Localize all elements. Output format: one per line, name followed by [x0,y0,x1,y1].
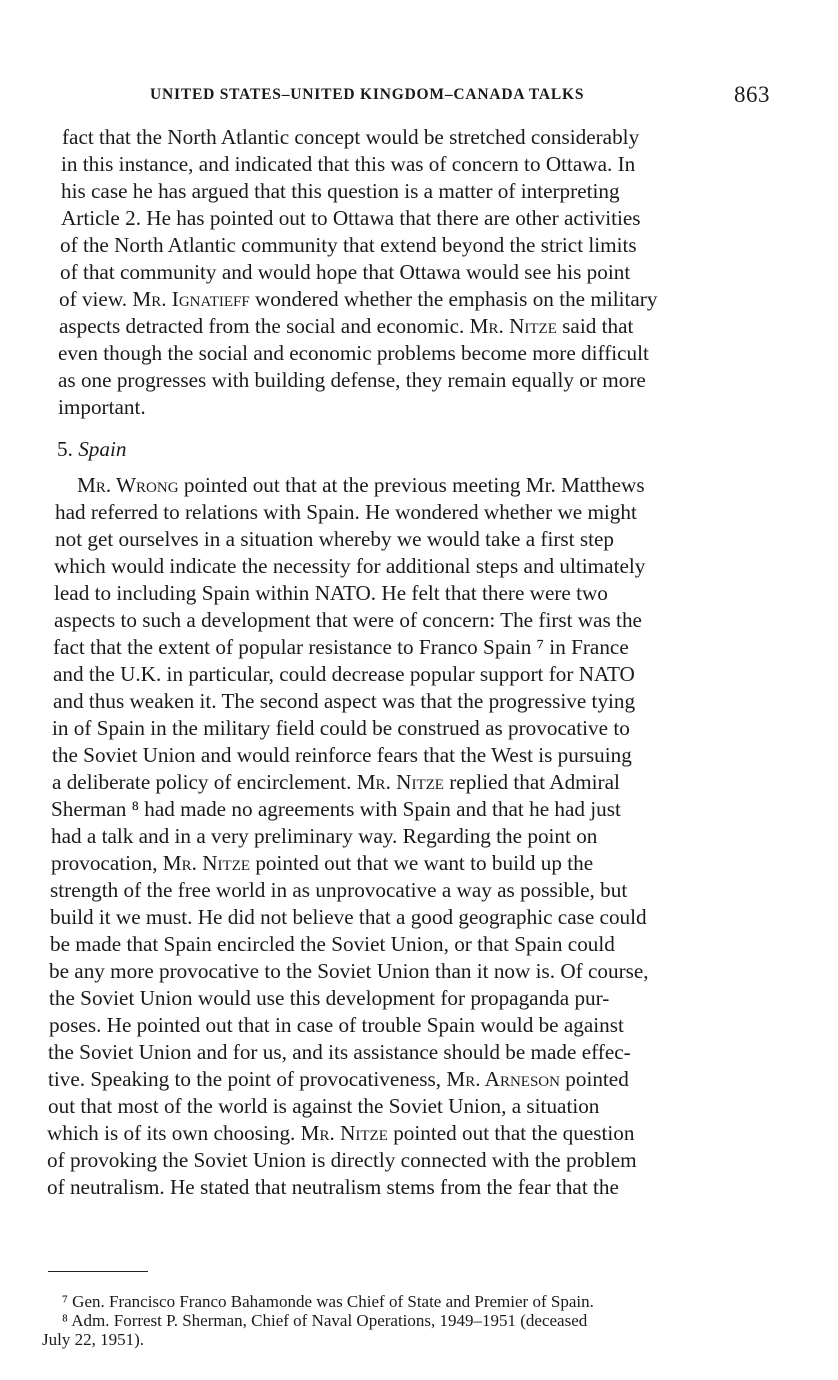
speaker-name: Mr. Arneson [446,1067,560,1091]
text-line: the Soviet Union and would reinforce fears that the West is pursuing [52,743,632,767]
section-title: Spain [78,437,127,461]
text-line: of view. Mr. Ignatieff wondered whether the emphasis on the military [59,287,658,311]
text-line: in of Spain in the military field could be construed as provocative to [52,716,630,740]
running-head [150,82,770,116]
text-line: Article 2. He has pointed out to Ottawa that there are other activities [61,206,641,230]
text-line: tive. Speaking to the point of provocativeness, Mr. Arneson pointed [48,1067,629,1091]
footnote-divider [48,1271,148,1272]
footnote-8-continuation: July 22, 1951). [42,1330,144,1349]
text-line: build it we must. He did not believe that a good geographic case could [50,905,647,929]
text-line: and thus weaken it. The second aspect was that the progressive tying [53,689,636,713]
text-line: even though the social and economic problems become more difficult [58,341,649,365]
text-line: poses. He pointed out that in case of trouble Spain would be against [49,1013,624,1037]
text-line: aspects detracted from the social and economic. Mr. Nitze said that [59,314,634,338]
text-line: of the North Atlantic community that extend beyond the strict limits [60,233,637,257]
text-line: not get ourselves in a situation whereby we would take a first step [55,527,614,551]
footnote-8: ⁸ Adm. Forrest P. Sherman, Chief of Naval Operations, 1949–1951 (deceased [62,1311,588,1330]
section-heading [57,436,126,463]
speaker-name: Mr. Wrong [77,473,179,497]
text-line: of provoking the Soviet Union is directly connected with the problem [47,1148,637,1172]
speaker-name: Mr. Nitze [162,851,251,875]
text-line: lead to including Spain within NATO. He felt that there were two [54,581,608,605]
text-line: provocation, Mr. Nitze pointed out that we want to build up the [51,851,594,875]
text-line: of that community and would hope that Ottawa would see his point [60,260,631,284]
text-line: be made that Spain encircled the Soviet Union, or that Spain could [50,932,615,956]
text-line: strength of the free world in as unprovocative a way as possible, but [50,878,628,902]
text-line: of neutralism. He stated that neutralism stems from the fear that the [47,1175,619,1199]
text-line: the Soviet Union would use this development for propaganda pur- [49,986,610,1010]
text-line: Mr. Wrong pointed out that at the previous meeting Mr. Matthews [77,473,645,497]
text-line: his case he has argued that this question is a matter of interpreting [61,179,620,203]
text-line: fact that the North Atlantic concept would be stretched considerably [62,125,640,149]
text-line: fact that the extent of popular resistance to Franco Spain ⁷ in France [53,635,629,659]
text-line: a deliberate policy of encirclement. Mr. Nitze replied that Admiral [52,770,620,794]
text-line: Sherman ⁸ had made no agreements with Spain and that he had just [51,797,621,821]
text-line: important. [58,395,146,419]
text-line: be any more provocative to the Soviet Union than it now is. Of course, [49,959,649,983]
footnote-7: ⁷ Gen. Francisco Franco Bahamonde was Chief of State and Premier of Spain. [62,1292,594,1311]
speaker-name: Mr. Nitze [469,314,557,338]
text-line: had a talk and in a very preliminary way. Regarding the point on [51,824,598,848]
speaker-name: Mr. Nitze [300,1121,388,1145]
speaker-name: Mr. Nitze [356,770,444,794]
text-line: the Soviet Union and for us, and its assistance should be made effec- [48,1040,631,1064]
text-line: which would indicate the necessity for additional steps and ultimately [54,554,646,578]
speaker-name: Mr. Ignatieff [132,287,250,311]
text-line: which is of its own choosing. Mr. Nitze pointed out that the question [47,1121,635,1145]
running-head-title: UNITED STATES–UNITED KINGDOM–CANADA TALKS [150,86,585,103]
page-number: 863 [734,82,770,107]
text-line: in this instance, and indicated that this was of concern to Ottawa. In [61,152,636,176]
text-line: and the U.K. in particular, could decrease popular support for NATO [53,662,635,686]
text-line: had referred to relations with Spain. He wondered whether we might [55,500,637,524]
text-line: out that most of the world is against the Soviet Union, a situation [48,1094,600,1118]
text-line: as one progresses with building defense, they remain equally or more [58,368,646,392]
text-line: aspects to such a development that were of concern: The first was the [54,608,642,632]
section-number: 5. [57,437,73,461]
